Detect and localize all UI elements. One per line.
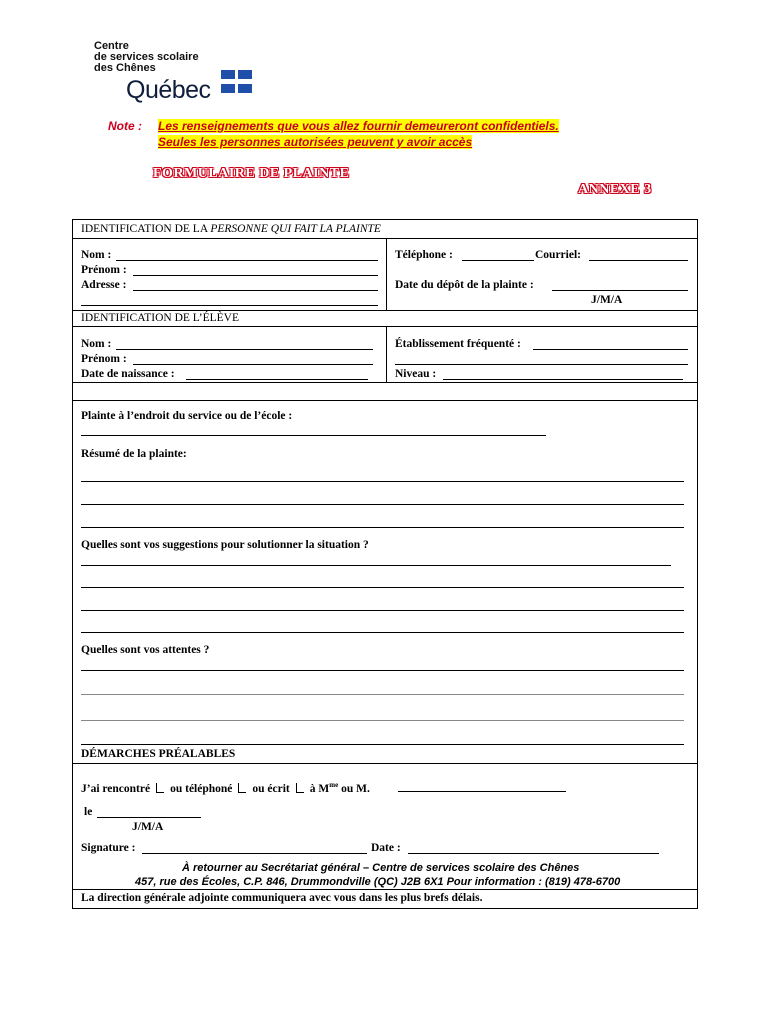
requester-firstname-label: Prénom : <box>81 264 127 276</box>
divider <box>386 238 387 310</box>
phoned-label: ou téléphoné <box>170 782 233 795</box>
requester-address-field-2[interactable] <box>81 305 378 306</box>
note-confidential-line-2: Seules les personnes autorisées peuvent y avoir accès <box>158 135 473 149</box>
signature-date-field[interactable] <box>408 853 659 854</box>
logo-organization-line-1: Centre <box>94 40 129 52</box>
student-birthdate-label: Date de naissance : <box>81 368 175 380</box>
section-requester-heading <box>81 223 381 236</box>
complaint-date-format: J/M/A <box>591 294 623 306</box>
logo-organization-line-2: de services scolaire <box>94 51 199 63</box>
contact-date-field[interactable] <box>97 817 201 818</box>
section-prior-steps-heading: DÉMARCHES PRÉALABLES <box>81 748 236 760</box>
phoned-checkbox[interactable] <box>238 783 246 793</box>
signature-label: Signature : <box>81 842 136 854</box>
student-firstname-label: Prénom : <box>81 353 127 365</box>
suggestions-line[interactable] <box>81 632 684 633</box>
school-attended-label: Établissement fréquenté : <box>395 338 521 350</box>
suggestions-line[interactable] <box>81 587 684 588</box>
complaint-target-field[interactable] <box>81 435 546 436</box>
suggestions-label: Quelles sont vos suggestions pour solutionner la situation ? <box>81 539 369 551</box>
suggestions-line[interactable] <box>81 610 684 611</box>
prior-contact-line <box>81 779 370 796</box>
quebec-wordmark: Québec <box>126 76 211 104</box>
contact-date-format: J/M/A <box>132 821 164 833</box>
complaint-summary-label: Résumé de la plainte: <box>81 448 187 460</box>
requester-name-field[interactable] <box>116 260 378 261</box>
expectations-line[interactable] <box>81 694 684 695</box>
requester-email-field[interactable] <box>589 260 688 261</box>
divider <box>72 763 698 764</box>
divider <box>72 238 698 239</box>
mrs-superscript: me <box>329 781 339 789</box>
or-mr-label: ou M. <box>341 782 370 795</box>
met-checkbox[interactable] <box>156 783 164 793</box>
section-student-heading: IDENTIFICATION DE L’ÉLÈVE <box>81 312 239 324</box>
signature-field[interactable] <box>142 853 367 854</box>
complaint-target-label: Plainte à l’endroit du service ou de l’école : <box>81 410 293 422</box>
divider <box>386 326 387 382</box>
footer-return-address-line-2: 457, rue des Écoles, C.P. 846, Drummondville (QC) J2B 6X1 Pour information : (819) 478-6700 <box>135 876 621 888</box>
form-title: FORMULAIRE DE PLAINTE <box>153 166 350 181</box>
student-name-label: Nom : <box>81 338 112 350</box>
requester-email-label: Courriel: <box>535 249 581 261</box>
wrote-checkbox[interactable] <box>296 783 304 793</box>
grade-level-label: Niveau : <box>395 368 437 380</box>
signature-date-label: Date : <box>371 842 401 854</box>
note-confidential-line-1: Les renseignements que vous allez fournir demeureront confidentiels. <box>158 119 559 133</box>
contact-person-field[interactable] <box>398 791 566 792</box>
section-requester-heading-italic: PERSONNE QUI FAIT LA PLAINTE <box>210 223 381 235</box>
section-requester-heading-prefix: IDENTIFICATION DE LA <box>81 223 211 235</box>
complaint-date-field[interactable] <box>552 290 688 291</box>
expectations-line[interactable] <box>81 744 684 745</box>
footer-response-notice: La direction générale adjointe communiquera avec vous dans les plus brefs délais. <box>81 892 483 904</box>
suggestions-line[interactable] <box>81 565 671 566</box>
school-attended-field-2[interactable] <box>395 364 688 365</box>
divider <box>72 326 698 327</box>
wrote-label: ou écrit <box>252 782 290 795</box>
divider <box>72 382 698 383</box>
student-name-field[interactable] <box>116 349 373 350</box>
requester-phone-label: Téléphone : <box>395 249 453 261</box>
contact-date-label: le <box>84 806 93 818</box>
requester-name-label: Nom : <box>81 249 112 261</box>
logo-organization-line-3: des Chênes <box>94 62 156 74</box>
quebec-flag-icon <box>221 70 259 98</box>
requester-firstname-field[interactable] <box>133 275 378 276</box>
footer-return-address-line-1: À retourner au Secrétariat général – Centre de services scolaire des Chênes <box>182 862 580 874</box>
annexe-label: ANNEXE 3 <box>578 182 652 197</box>
divider <box>72 889 698 890</box>
complaint-summary-line[interactable] <box>81 504 684 505</box>
expectations-label: Quelles sont vos attentes ? <box>81 644 210 656</box>
expectations-line[interactable] <box>81 670 684 671</box>
complaint-summary-line[interactable] <box>81 527 684 528</box>
student-firstname-field[interactable] <box>133 364 373 365</box>
grade-level-field[interactable] <box>443 379 683 380</box>
met-label: J’ai rencontré <box>81 782 151 795</box>
complaint-date-label: Date du dépôt de la plainte : <box>395 279 534 291</box>
divider <box>72 400 698 401</box>
school-attended-field[interactable] <box>533 349 688 350</box>
divider <box>72 310 698 311</box>
complaint-summary-line[interactable] <box>81 481 684 482</box>
to-mrs-label: à M <box>309 782 330 795</box>
student-birthdate-field[interactable] <box>186 379 368 380</box>
requester-address-field[interactable] <box>133 290 378 291</box>
requester-phone-field[interactable] <box>462 260 534 261</box>
requester-address-label: Adresse : <box>81 279 127 291</box>
note-label: Note : <box>108 119 142 133</box>
expectations-line[interactable] <box>81 720 684 721</box>
